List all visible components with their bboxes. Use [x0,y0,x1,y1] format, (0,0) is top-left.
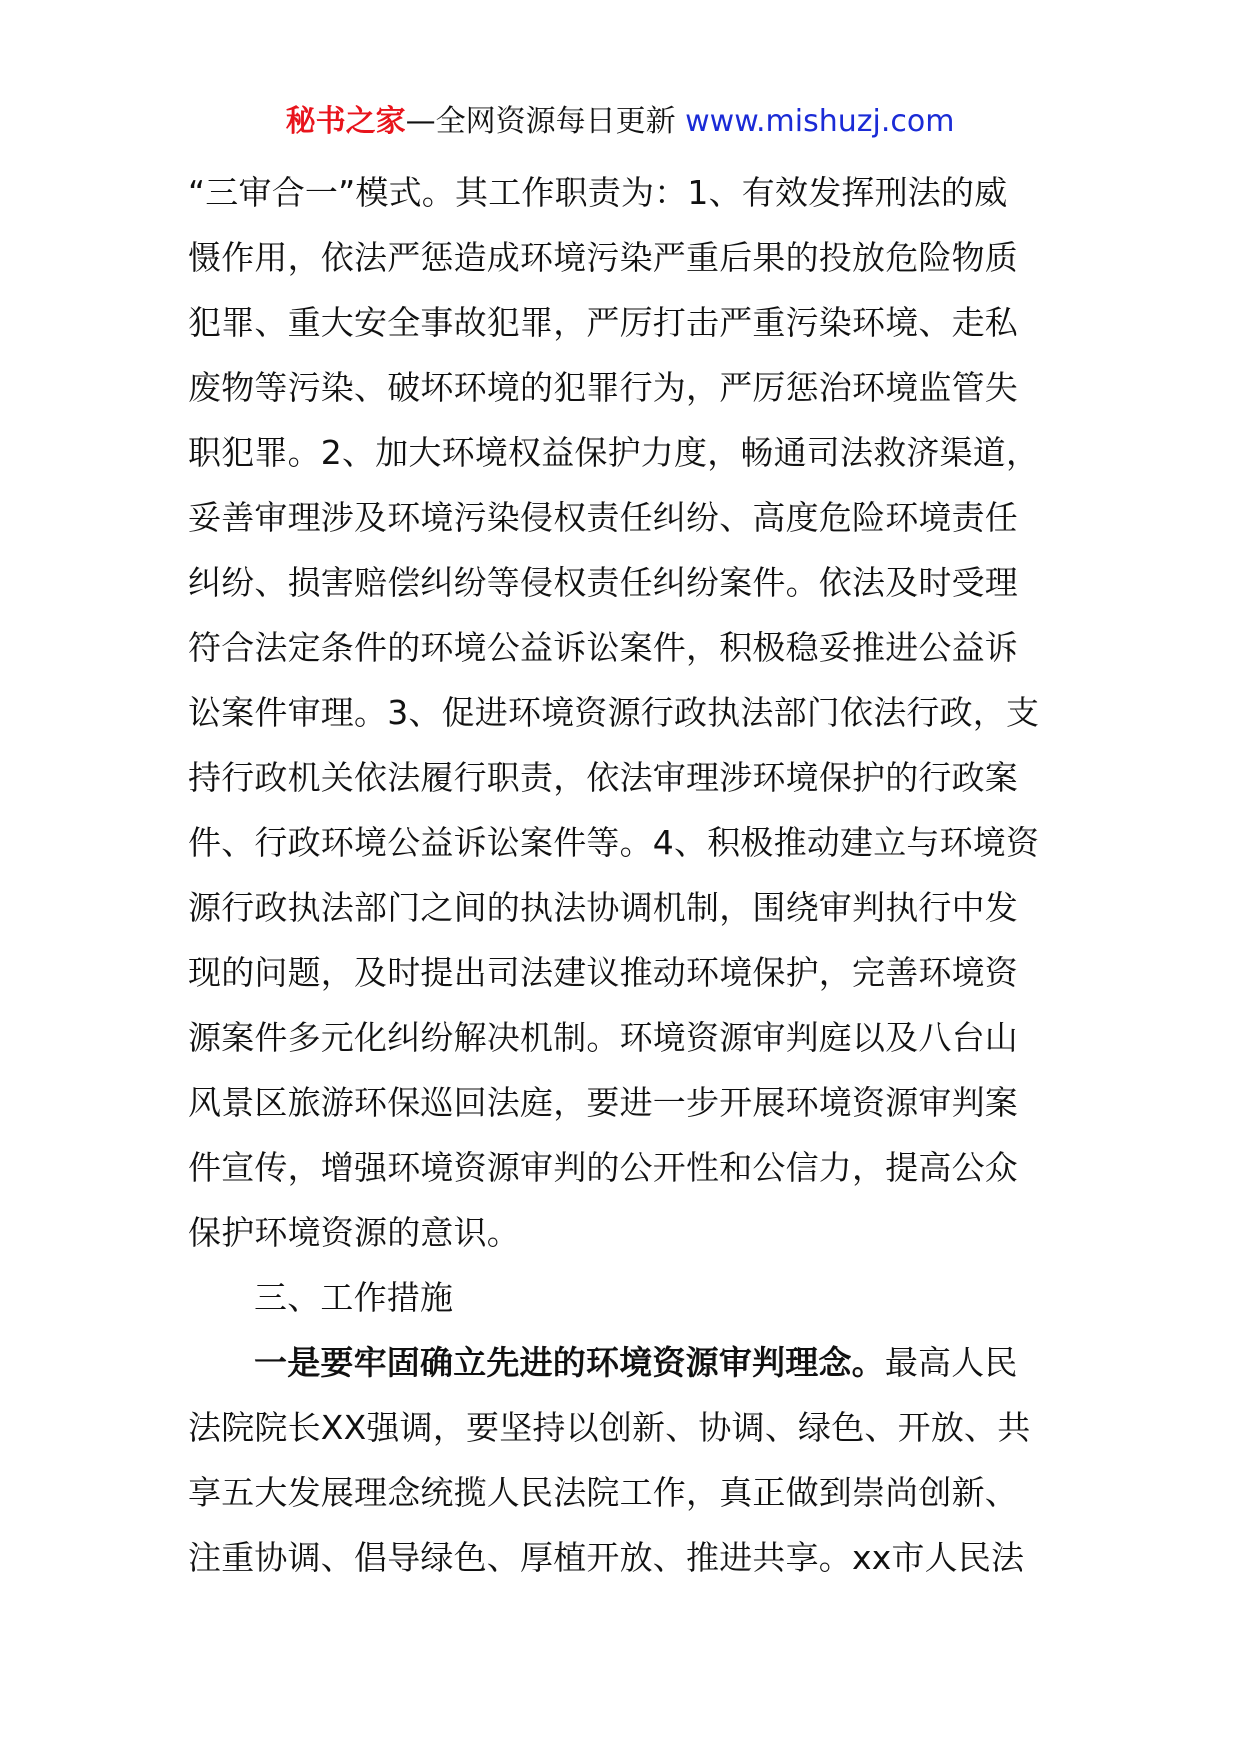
paragraph-line: 享五大发展理念统揽人民法院工作，真正做到崇尚创新、 [188,1473,1018,1512]
header-brand: 秘书之家 [285,104,406,139]
document-body [188,160,1068,1590]
paragraph-line: 风景区旅游环保巡回法庭，要进一步开展环境资源审判案 [188,1083,1018,1122]
header-url-link[interactable]: www.mishuzj.com [685,104,955,139]
paragraph-line: 妥善审理涉及环境污染侵权责任纠纷、高度危险环境责任 [188,498,1018,537]
paragraph-first-line [188,1330,1068,1395]
paragraph-line: 注重协调、倡导绿色、厚植开放、推进共享。xx市人民法 [188,1538,1025,1577]
paragraph-line: 废物等污染、破坏环境的犯罪行为，严厉惩治环境监管失 [188,368,1018,407]
header-tagline: —全网资源每日更新 [405,104,676,139]
paragraph-lead-bold: 一是要牢固确立先进的环境资源审判理念。 [254,1343,885,1382]
paragraph-line: 讼案件审理。3、促进环境资源行政执法部门依法行政，支 [188,693,1040,732]
paragraph-line: 纠纷、损害赔偿纠纷等侵权责任纠纷案件。依法及时受理 [188,563,1018,602]
section-heading: 三、工作措施 [254,1278,454,1317]
paragraph-line: 持行政机关依法履行职责，依法审理涉环境保护的行政案 [188,758,1018,797]
paragraph-lead-rest: 最高人民 [884,1343,1018,1382]
paragraph-line: 职犯罪。2、加大环境权益保护力度，畅通司法救济渠道， [188,433,1040,472]
paragraph-line: 犯罪、重大安全事故犯罪，严厉打击严重污染环境、走私 [188,303,1018,342]
paragraph-line: 保护环境资源的意识。 [188,1213,520,1252]
paragraph-line: 源行政执法部门之间的执法协调机制，围绕审判执行中发 [188,888,1018,927]
paragraph-line: 慑作用，依法严惩造成环境污染严重后果的投放危险物质 [188,238,1018,277]
paragraph-line: “三审合一”模式。其工作职责为：1、有效发挥刑法的威 [188,173,1008,212]
paragraph-line: 件、行政环境公益诉讼案件等。4、积极推动建立与环境资 [188,823,1040,862]
paragraph-line: 件宣传，增强环境资源审判的公开性和公信力，提高公众 [188,1148,1018,1187]
paragraph-line: 法院院长XX强调，要坚持以创新、协调、绿色、开放、共 [188,1408,1031,1447]
paragraph-line: 源案件多元化纠纷解决机制。环境资源审判庭以及八台山 [188,1018,1018,1057]
paragraph-line: 符合法定条件的环境公益诉讼案件，积极稳妥推进公益诉 [188,628,1018,667]
paragraph-line: 现的问题，及时提出司法建议推动环境保护，完善环境资 [188,953,1018,992]
page-header [0,102,1240,142]
